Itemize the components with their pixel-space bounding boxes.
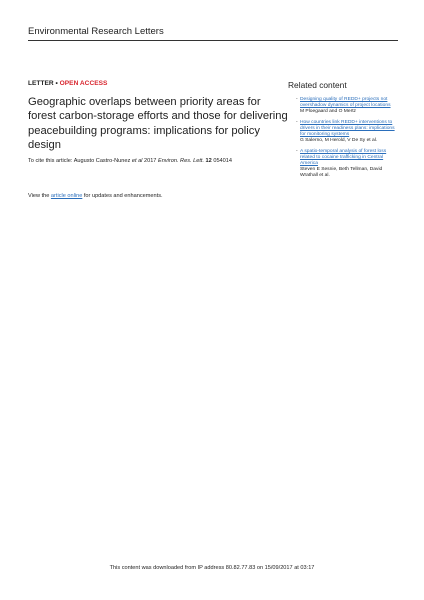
related-item xyxy=(288,97,400,115)
download-footer xyxy=(0,565,424,571)
related-item-link[interactable]: Designing quality of REDD+ projects not overshadow dynamics of project locations xyxy=(300,97,391,108)
type-separator: • xyxy=(53,80,60,87)
citation-volume: 12 xyxy=(204,157,212,164)
citation-year: 2017 xyxy=(142,157,158,164)
related-heading: Related content xyxy=(288,80,347,90)
citation-journal: Environ. Res. Lett. xyxy=(157,157,204,164)
related-item xyxy=(288,120,400,144)
view-online-after: for updates and enhancements. xyxy=(82,193,163,199)
related-item-authors: M Ploegaard and O Mertz xyxy=(300,109,356,114)
view-online-line xyxy=(28,193,163,199)
related-item-link[interactable]: How countries link REDD+ interventions to drivers in their readiness plans: implications for monitoring systems xyxy=(300,120,395,137)
article-online-link[interactable]: article online xyxy=(50,193,83,199)
related-item-authors: Steven E Sesnie, Beth Tellman, David Wrathall et al. xyxy=(300,167,383,178)
view-online-before: View the xyxy=(28,193,51,199)
open-access-label: OPEN ACCESS xyxy=(59,80,108,87)
download-notice: This content was downloaded from IP address 80.82.77.83 on 15/09/2017 at 03:17 xyxy=(109,565,315,571)
citation-etal: et al xyxy=(131,157,143,164)
related-item-link[interactable]: A spatio-temporal analysis of forest loss related to cocaine trafficking in Central America xyxy=(300,149,387,166)
journal-header xyxy=(28,26,398,41)
related-bullet: - xyxy=(296,120,298,125)
article-type-line xyxy=(28,80,290,87)
article-type-label: LETTER xyxy=(28,80,54,87)
related-content xyxy=(288,80,400,184)
citation-article-number: 054014 xyxy=(211,157,233,164)
article-info xyxy=(28,80,290,164)
citation xyxy=(28,158,290,164)
related-bullet: - xyxy=(296,97,298,102)
journal-name: Environmental Research Letters xyxy=(28,26,164,37)
related-bullet: - xyxy=(296,149,298,154)
article-title: Geographic overlaps between priority areas for forest carbon-storage efforts and those for delivering peacebuilding programs: implications for policy design xyxy=(28,96,288,152)
related-item-authors: G Salerno, M Herold, V De Sy et al. xyxy=(300,138,378,143)
citation-prefix: To cite this article: Augusto Castro-Nunez xyxy=(28,157,132,164)
related-item xyxy=(288,149,400,179)
